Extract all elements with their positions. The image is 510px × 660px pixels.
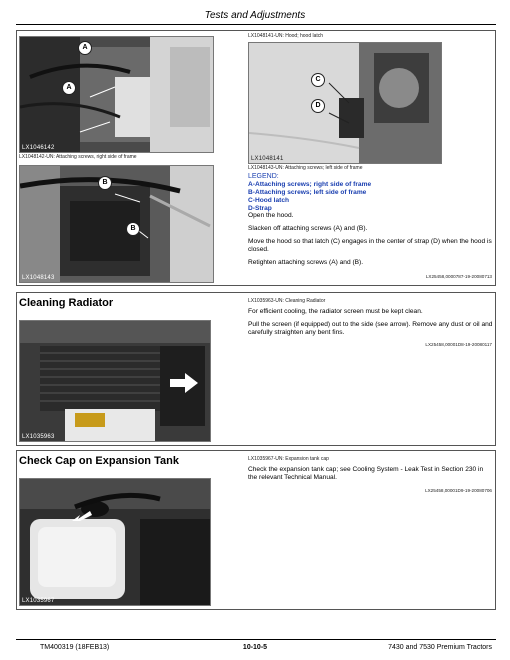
callout-a-upper: A (78, 41, 92, 55)
header-rule (16, 24, 496, 25)
footer-doc-number: TM400319 (18FEB13) (40, 644, 110, 651)
footer-product: 7430 and 7530 Premium Tractors (388, 644, 492, 651)
legend (248, 173, 493, 213)
caption-expansion-tank: LX1035967-UN: Expansion tank cap (248, 456, 329, 462)
caption-cleaning-radiator: LX1035963-UN: Cleaning Radiator (248, 298, 326, 304)
photo-id-label: LX1048141 (251, 156, 284, 162)
section-title-cleaning-radiator: Cleaning Radiator (19, 297, 114, 309)
caption-attaching-screws-left: LX1048143-UN: Attaching screws; left side of frame (248, 165, 363, 171)
photo-engine-bay-left (20, 166, 213, 282)
photo-engine-bay-right (20, 37, 213, 152)
photo-id-label: LX1048143 (22, 275, 55, 281)
photo-id-label: LX1046142 (22, 145, 55, 151)
doc-code: LX25458,00001D9-19-20080706 (425, 488, 492, 493)
instruction-open-hood: Open the hood. (248, 212, 294, 219)
legend-item-a: A-Attaching screws; right side of frame (248, 181, 372, 188)
photo-hood-latch (248, 42, 442, 164)
doc-code: LX25458,00001D8-19-20080117 (425, 342, 492, 347)
instruction-move-hood: Move the hood so that latch (C) engages in the center of strap (D) when the hood is closed. (248, 238, 492, 253)
doc-code: LX25458,0000787-19-20080713 (425, 274, 492, 279)
caption-attaching-screws-right: LX1048142-UN: Attaching screws, right side of frame (19, 154, 137, 160)
instruction-keep-clean: For efficient cooling, the radiator screen must be kept clean. (248, 308, 423, 315)
instruction-retighten: Retighten attaching screws (A) and (B). (248, 259, 364, 266)
photo-expansion-tank (19, 478, 211, 606)
legend-item-d: D-Strap (248, 205, 272, 212)
footer-page-number: 10-10-5 (242, 644, 268, 651)
photo-radiator (19, 320, 211, 442)
legend-item-b: B-Attaching screws; left side of frame (248, 189, 367, 196)
photo-id-label: LX1035967 (22, 598, 55, 604)
photo-hood-latch-area (249, 43, 441, 163)
photo-radiator-screen (20, 321, 210, 441)
footer-rule (16, 639, 496, 640)
callout-b-upper: B (98, 176, 112, 190)
legend-title: LEGEND: (248, 173, 279, 180)
callout-b-lower: B (126, 222, 140, 236)
instructions-radiator (248, 308, 493, 342)
section-title-expansion-tank: Check Cap on Expansion Tank (19, 455, 179, 467)
instructions-hood (248, 212, 493, 272)
caption-hood-latch: LX1048141-UN: Hood; hood latch (248, 33, 324, 39)
photo-id-label: LX1035963 (22, 434, 55, 440)
instruction-slacken: Slacken off attaching screws (A) and (B). (248, 225, 368, 232)
page-header-title: Tests and Adjustments (204, 10, 306, 21)
callout-a-lower: A (62, 81, 76, 95)
photo-attaching-screws-right (19, 36, 214, 153)
photo-attaching-screws-left (19, 165, 214, 283)
callout-c: C (311, 73, 325, 87)
instructions-expansion-tank (248, 466, 493, 487)
legend-item-c: C-Hood latch (248, 197, 290, 204)
callout-d: D (311, 99, 325, 113)
instruction-pull-screen: Pull the screen (if equipped) out to the side (see arrow). Remove any dust or oil and carefully straighten any bent fins. (248, 321, 493, 336)
instruction-check-cap: Check the expansion tank cap; see Cooling System - Leak Test in Section 230 in the relevant Technical Manual. (248, 466, 484, 481)
photo-expansion-tank-cap (20, 479, 210, 605)
